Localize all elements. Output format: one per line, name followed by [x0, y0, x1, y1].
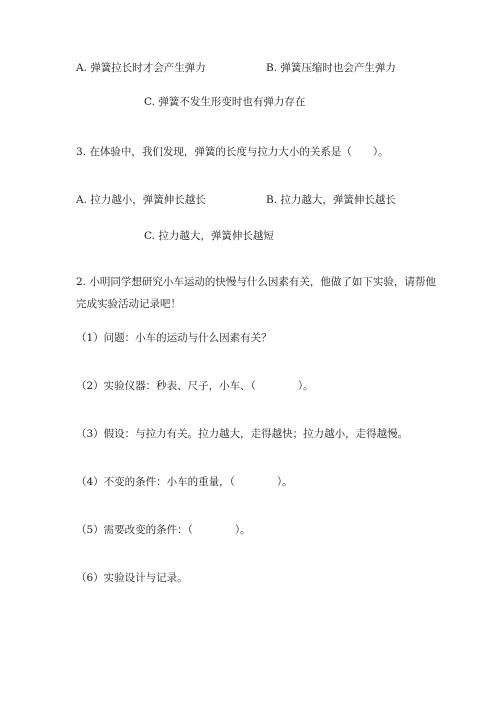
- q2-item-4: （4）不变的条件：小车的重量，（ ）。: [76, 476, 293, 488]
- q2-item-3: （3）假设：与拉力有关。拉力越大，走得越快；拉力越小，走得越慢。: [76, 428, 409, 440]
- q1-option-c: C. 弹簧不发生形变时也有弹力存在: [144, 96, 306, 108]
- q2-item-5: （5）需要改变的条件：（ ）。: [76, 524, 251, 536]
- q3-option-a: A. 拉力越小，弹簧伸长越长: [76, 194, 206, 206]
- q3-stem: 3. 在体验中，我们发现，弹簧的长度与拉力大小的关系是（ ）。: [76, 146, 389, 158]
- q3-option-c: C. 拉力越大，弹簧伸长越短: [144, 230, 274, 242]
- q2-item-6: （6）实验设计与记录。: [76, 572, 188, 584]
- q3-option-b: B. 拉力越大，弹簧伸长越长: [266, 194, 396, 206]
- q2-item-1: （1）问题：小车的运动与什么因素有关？: [76, 332, 272, 344]
- q1-option-a: A. 弹簧拉长时才会产生弹力: [76, 62, 206, 74]
- q2-stem-line2: 完成实验活动记录吧！: [76, 298, 181, 310]
- q2-stem-line1: 2. 小明同学想研究小车运动的快慢与什么因素有关，他做了如下实验，请帮他: [76, 276, 436, 288]
- q1-option-b: B. 弹簧压缩时也会产生弹力: [266, 62, 396, 74]
- q2-item-2: （2）实验仪器：秒表、尺子，小车、（ ）。: [76, 380, 314, 392]
